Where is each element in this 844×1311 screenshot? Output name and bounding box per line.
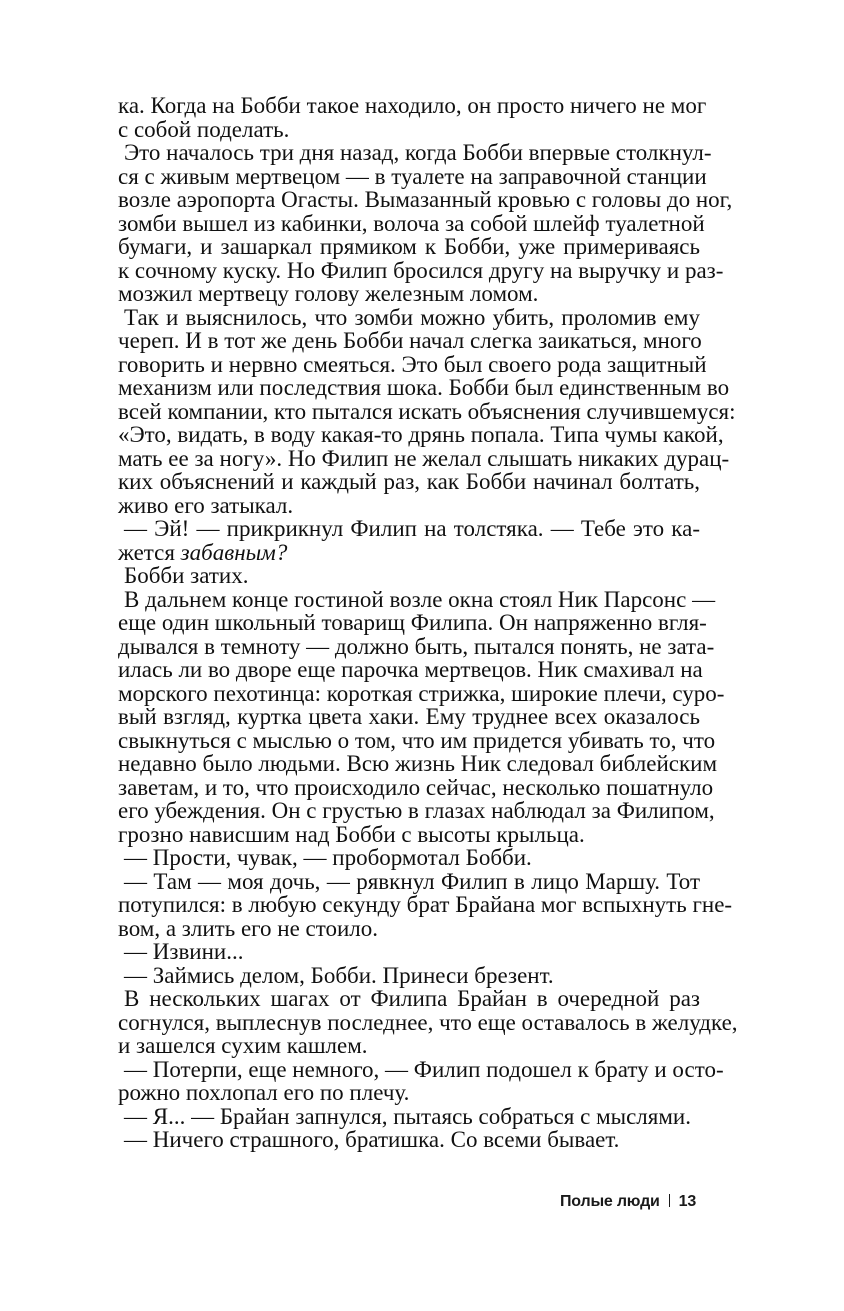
text-line: говорить и нервно смеяться. Это был своего рода защитный: [118, 351, 707, 377]
text-line: согнулся, выплеснув последнее, что еще оставалось в желудке,: [118, 1009, 738, 1035]
text-line: живо его затыкал.: [118, 492, 294, 518]
text-line: череп. И в тот же день Бобби начал слегка заикаться, много: [118, 328, 702, 353]
text-line: Так и выяснилось, что зомби можно убить, проломив ему: [124, 304, 700, 330]
page-number: 13: [678, 1193, 697, 1210]
text-line: Это началось три дня назад, когда Бобби впервые столкнул-: [124, 140, 712, 165]
italic-word: забавным?: [180, 539, 288, 565]
book-page-text: [118, 93, 738, 1152]
text-line: с собой поделать.: [118, 116, 290, 142]
text-line: потупился: в любую секунду брат Брайана мог вспыхнуть гне-: [118, 892, 733, 917]
text-line: заветам, и то, что происходило сейчас, несколько пошатнуло: [118, 774, 714, 800]
text-line: вый взгляд, куртка цвета хаки. Ему труднее всех оказалось: [118, 704, 700, 729]
book-title: Полые люди: [560, 1193, 660, 1210]
text-line: — Там — моя дочь, — рявкнул Филип в лицо Маршу. Тот: [124, 868, 700, 894]
text-line: ких объяснений и каждый раз, как Бобби начинал болтать,: [118, 469, 700, 494]
text-line: дывался в темноту — должно быть, пытался понять, не зата-: [118, 633, 715, 659]
text-line: еще один школьный товарищ Филипа. Он напряженно вгля-: [118, 610, 707, 635]
text-line: — Эй! — прикрикнул Филип на толстяка. — Тебе это ка-: [124, 516, 700, 541]
text-line: возле аэропорта Огасты. Вымазанный кровью с головы до ног,: [118, 187, 733, 212]
text-line: вом, а злить его не стоило.: [118, 915, 379, 941]
text-line: — Извини...: [124, 939, 244, 964]
text-line: ка. Когда на Бобби такое находило, он просто ничего не мог: [118, 93, 707, 118]
text-line: зомби вышел из кабинки, волоча за собой шлейф туалетной: [118, 210, 705, 236]
text-line: В дальнем конце гостиной возле окна стоял Ник Парсонс —: [124, 586, 716, 612]
footer-separator: [669, 1194, 670, 1207]
text-fragment: жется: [118, 539, 181, 565]
text-line: и зашелся сухим кашлем.: [118, 1033, 368, 1058]
text-line: к сочному куску. Но Филип бросился другу на выручку и раз-: [118, 257, 724, 283]
text-line: механизм или последствия шока. Бобби был единственным во: [118, 375, 730, 400]
text-line: морского пехотинца: короткая стрижка, широкие плечи, суро-: [118, 680, 725, 706]
running-footer: [560, 1193, 696, 1211]
text-line: — Ничего страшного, братишка. Со всеми бывает.: [124, 1127, 620, 1152]
text-line: — Потерпи, еще немного, — Филип подошел к брату и осто-: [124, 1056, 724, 1082]
text-line: — Прости, чувак, — пробормотал Бобби.: [124, 845, 532, 870]
text-line: недавно было людьми. Всю жизнь Ник следовал библейским: [118, 751, 717, 776]
text-line: В нескольких шагах от Филипа Брайан в очередной раз: [124, 986, 700, 1011]
text-line: мозжил мертвецу голову железным ломом.: [118, 281, 539, 306]
text-line: свыкнуться с мыслью о том, что им придется убивать то, что: [118, 727, 716, 753]
text-line: — Я... — Брайан запнулся, пытаясь собраться с мыслями.: [124, 1103, 691, 1129]
text-line: Бобби затих.: [124, 563, 249, 588]
text-line: ся с живым мертвецом — в туалете на заправочной станции: [118, 163, 707, 189]
text-line: бумаги, и зашаркал прямиком к Бобби, уже примериваясь: [118, 234, 700, 259]
text-line: его убеждения. Он с грустью в глазах наблюдал за Филипом,: [118, 798, 715, 823]
text-line: — Займись делом, Бобби. Принеси брезент.: [124, 962, 554, 988]
body-text: [118, 93, 738, 1152]
text-line: рожно похлопал его по плечу.: [118, 1080, 410, 1105]
text-line: мать ее за ногу». Но Филип не желал слышать никаких дурац-: [118, 445, 730, 471]
text-line: «Это, видать, в воду какая-то дрянь попала. Типа чумы какой,: [118, 422, 724, 447]
text-line: илась ли во дворе еще парочка мертвецов. Ник смахивал на: [118, 657, 703, 682]
text-line: [118, 541, 700, 565]
text-line: всей компании, кто пытался искать объяснения случившемуся:: [118, 398, 736, 424]
text-line: грозно нависшим над Бобби с высоты крыльца.: [118, 821, 585, 847]
